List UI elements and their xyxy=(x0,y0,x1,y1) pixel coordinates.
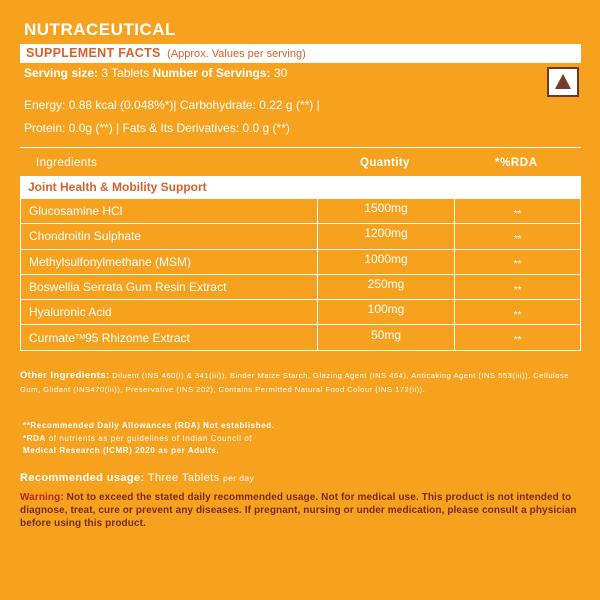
serving-size-value: 3 Tablets xyxy=(101,66,150,80)
recommended-usage xyxy=(20,472,254,484)
usage-label: Recommended usage: xyxy=(20,472,145,484)
usage-value: Three Tablets xyxy=(147,472,220,484)
servings-count-value: 30 xyxy=(273,66,288,80)
rda-notes xyxy=(23,420,583,458)
rda-note-3: Medical Research (ICMR) 2020 as per Adults. xyxy=(23,446,220,455)
supplement-facts-banner xyxy=(20,44,581,63)
ingredient-quantity: 1500mg xyxy=(318,199,455,223)
ingredient-name: Chondroitin Sulphate xyxy=(21,224,318,248)
rda-note-2-text: of nutrients as per guidelines of Indian Council of xyxy=(45,433,253,443)
other-ingredients-text: Diluent (INS 460(i) & 341(iii)), Binder Maize Starch, Glazing Agent (INS 464), Anticaking Agent (INS 553(iii)), Cellulose Gum, Glidant (INS470(iii)), Preservative (INS 202), Contains Permitted Natural Food Colour (INS 172(ii)). xyxy=(20,371,569,394)
rda-note-1: **Recommended Daily Allowances (RDA) Not established. xyxy=(23,421,275,430)
ingredient-rda: ** xyxy=(513,259,522,271)
warning-text xyxy=(20,492,582,530)
table-group-heading: Joint Health & Mobility Support xyxy=(21,177,580,198)
table-row xyxy=(21,299,580,324)
nutrition-line-2: Protein: 0.0g (**) | Fats & Its Derivatives: 0.0 g (**) xyxy=(24,121,290,135)
ingredient-name: Glucosamine HCl xyxy=(21,199,318,223)
ingredient-rda: ** xyxy=(513,208,522,220)
warning-body: Not to exceed the stated daily recommended usage. Not for medical use. This product is not intended to diagnose, treat, cure or prevent any diseases. If pregnant, nursing or under medication, please consult a physician before using this product. xyxy=(20,492,577,529)
ingredient-rda: ** xyxy=(513,284,522,296)
table-row xyxy=(21,274,580,299)
other-ingredients-label: Other Ingredients: xyxy=(20,370,110,381)
serving-info xyxy=(24,66,287,80)
ingredient-name: Boswellia Serrata Gum Resin Extract xyxy=(21,275,318,299)
ingredient-name: Methylsulfonylmethane (MSM) xyxy=(21,250,318,274)
ingredient-quantity: 100mg xyxy=(318,300,455,324)
table-row xyxy=(21,324,580,349)
warning-label: Warning: xyxy=(20,492,64,503)
page-title: NUTRACEUTICAL xyxy=(24,20,176,39)
ingredient-quantity: 250mg xyxy=(318,275,455,299)
ingredient-name: Hyaluronic Acid xyxy=(21,300,318,324)
nutrition-line-1: Energy: 0.88 kcal (0.048%*)| Carbohydrate: 0.22 g (**) | xyxy=(24,98,320,112)
ingredient-name: Curmate TM 95 Rhizome Extract xyxy=(21,325,318,349)
ingredient-rda: ** xyxy=(513,309,522,321)
ingredient-quantity: 1200mg xyxy=(318,224,455,248)
serving-size-label: Serving size: xyxy=(24,66,99,80)
divider xyxy=(20,147,581,148)
ingredient-rda: ** xyxy=(513,335,522,347)
column-header-ingredients: Ingredients xyxy=(36,157,98,169)
supplement-facts-note: (Approx. Values per serving) xyxy=(167,48,306,60)
usage-suffix: per day xyxy=(222,473,255,483)
rda-note-2-label: *RDA xyxy=(23,433,46,443)
ingredients-table xyxy=(20,176,581,351)
table-row xyxy=(21,223,580,248)
column-header-rda: *%RDA xyxy=(495,157,538,169)
ingredient-quantity: 50mg xyxy=(318,325,455,349)
table-row xyxy=(21,249,580,274)
other-ingredients xyxy=(20,369,580,397)
servings-count-label: Number of Servings: xyxy=(152,66,271,80)
column-header-quantity: Quantity xyxy=(360,157,410,169)
table-row xyxy=(21,198,580,223)
ingredient-rda: ** xyxy=(513,233,522,245)
ingredient-quantity: 1000mg xyxy=(318,250,455,274)
non-veg-mark-icon xyxy=(547,67,579,97)
supplement-facts-heading: SUPPLEMENT FACTS xyxy=(26,46,161,60)
